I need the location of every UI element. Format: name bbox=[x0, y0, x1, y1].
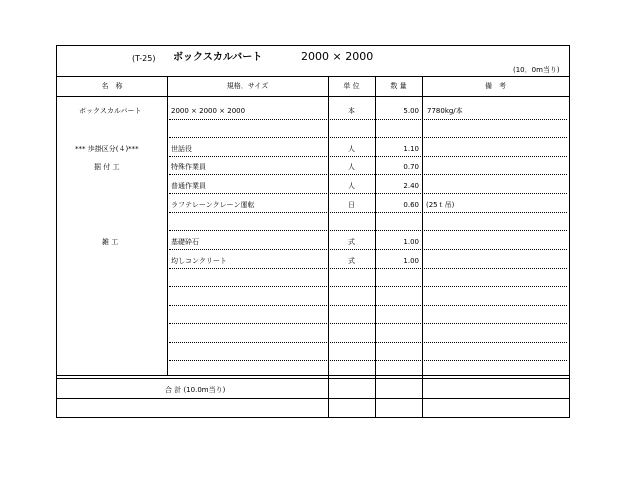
item-size: 2000 × 2000 bbox=[301, 50, 374, 63]
row-qty: 2.40 bbox=[403, 182, 419, 190]
total-label: 合 計 (10.0m当り) bbox=[165, 386, 226, 394]
unit-note: (10．0m当り) bbox=[513, 66, 560, 74]
row-name: ボックスカルバート bbox=[79, 107, 142, 115]
row-qty: 1.10 bbox=[403, 145, 419, 153]
row-remarks: (25ｔ吊) bbox=[426, 201, 455, 209]
row-spec: 特殊作業員 bbox=[171, 163, 206, 171]
row-rule bbox=[169, 174, 567, 175]
col-rule-spec bbox=[167, 76, 168, 375]
estimate-sheet bbox=[56, 45, 570, 418]
row-spec: ラフテレーンクレーン運転 bbox=[171, 201, 255, 209]
header-qty: 数 量 bbox=[390, 82, 407, 90]
row-rule bbox=[169, 286, 567, 287]
row-spec: 普通作業員 bbox=[171, 182, 206, 190]
row-unit: 日 bbox=[348, 201, 355, 209]
total-top-rule bbox=[57, 378, 569, 379]
header-rule bbox=[57, 96, 569, 97]
row-spec: 基礎砕石 bbox=[171, 238, 199, 246]
row-unit: 人 bbox=[348, 145, 355, 153]
row-rule bbox=[169, 249, 567, 250]
row-rule bbox=[169, 342, 567, 343]
header-name: 名 称 bbox=[101, 82, 123, 90]
row-qty: 5.00 bbox=[403, 107, 419, 115]
title-rule bbox=[57, 76, 569, 77]
row-rule bbox=[169, 323, 567, 324]
row-spec: 2000 × 2000 × 2000 bbox=[171, 107, 246, 115]
row-remarks: 7780kg/本 bbox=[427, 107, 463, 115]
row-qty: 0.70 bbox=[403, 163, 419, 171]
row-qty: 1.00 bbox=[403, 238, 419, 246]
item-name: ボックスカルバート bbox=[173, 52, 263, 63]
row-name: 据 付 工 bbox=[94, 163, 120, 171]
row-rule bbox=[169, 119, 567, 120]
row-qty: 0.60 bbox=[403, 201, 419, 209]
row-unit: 式 bbox=[348, 257, 355, 265]
row-rule bbox=[169, 137, 567, 138]
row-name: *** 歩掛区分(４)*** bbox=[75, 145, 139, 153]
row-rule bbox=[169, 230, 567, 231]
row-name: 雑 工 bbox=[102, 238, 119, 246]
row-qty: 1.00 bbox=[403, 257, 419, 265]
row-spec: 世話役 bbox=[171, 145, 192, 153]
row-unit: 本 bbox=[348, 107, 355, 115]
body-end-rule bbox=[57, 375, 569, 376]
row-unit: 式 bbox=[348, 238, 355, 246]
header-unit: 単 位 bbox=[343, 82, 360, 90]
row-rule bbox=[169, 212, 567, 213]
row-unit: 人 bbox=[348, 182, 355, 190]
item-code: (T-25) bbox=[132, 54, 156, 63]
row-unit: 人 bbox=[348, 163, 355, 171]
total-bottom-rule bbox=[57, 398, 569, 399]
row-rule bbox=[169, 268, 567, 269]
row-rule bbox=[169, 360, 567, 361]
row-spec: 均しコンクリート bbox=[171, 257, 227, 265]
col-rule-remarks bbox=[422, 76, 423, 417]
row-rule bbox=[169, 156, 567, 157]
row-rule bbox=[169, 305, 567, 306]
row-rule bbox=[169, 193, 567, 194]
header-spec: 規格．サイズ bbox=[226, 82, 269, 90]
header-remarks: 備 考 bbox=[485, 82, 506, 90]
